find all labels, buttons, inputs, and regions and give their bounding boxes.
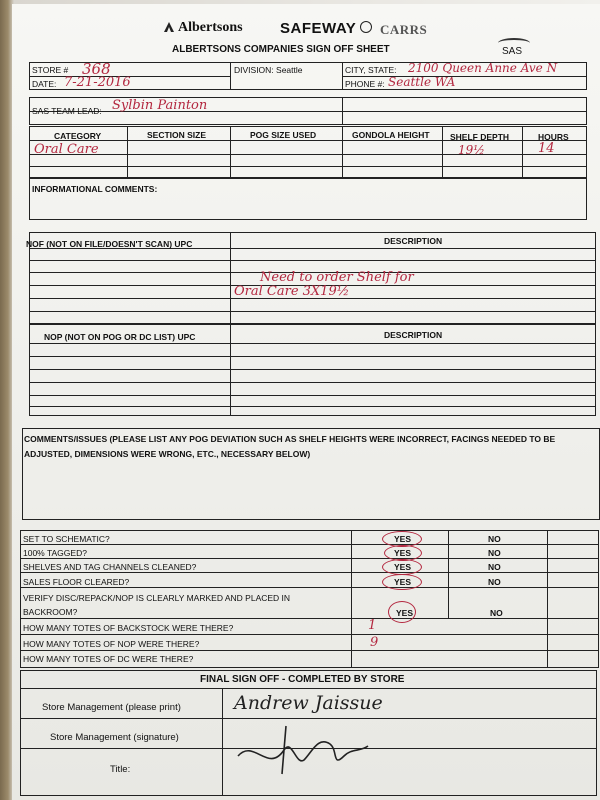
- no-option[interactable]: NO: [490, 608, 503, 618]
- store-number-label: STORE #: [32, 65, 69, 75]
- yes-circle-mark: [382, 559, 422, 575]
- nof-description-label: DESCRIPTION: [384, 236, 443, 246]
- totes-value: 9: [370, 635, 379, 650]
- city-state-value: 2100 Queen Anne Ave N: [408, 61, 558, 75]
- informational-comments-label: INFORMATIONAL COMMENTS:: [32, 184, 158, 194]
- safeway-s-icon: [360, 21, 372, 33]
- signature-scribble: [234, 716, 374, 776]
- safeway-logo-text: SAFEWAY: [280, 20, 357, 37]
- nop-description-label: DESCRIPTION: [384, 330, 443, 340]
- albertsons-logo-text: Albertsons: [178, 20, 243, 35]
- sas-logo-text: SAS: [502, 46, 523, 57]
- albertsons-logo-icon: [162, 20, 176, 34]
- title-label: Title:: [110, 764, 131, 775]
- nof-note-line2: Oral Care 3X19½: [234, 284, 350, 299]
- section-size-header: SECTION SIZE: [147, 130, 207, 140]
- yes-option[interactable]: YES: [396, 608, 414, 618]
- store-management-print-label: Store Management (please print): [42, 702, 181, 713]
- no-option[interactable]: NO: [488, 562, 501, 572]
- totes-value: 1: [368, 618, 377, 633]
- category-value: Oral Care: [34, 142, 99, 157]
- checklist-question: SALES FLOOR CLEARED?: [23, 577, 130, 587]
- no-option[interactable]: NO: [488, 534, 501, 544]
- totes-question: HOW MANY TOTES OF NOP WERE THERE?: [23, 639, 200, 649]
- comments-issues-label: COMMENTS/ISSUES (PLEASE LIST ANY POG DEVIATION SUCH AS SHELF HEIGHTS WERE INCORRECT, FACINGS NEEDED TO BE ADJUSTED, DIMENSIONS WERE WRONG, ETC., NECESSARY BELOW): [24, 434, 556, 459]
- nof-upc-label: NOF (NOT ON FILE/DOESN'T SCAN) UPC: [26, 239, 193, 249]
- city-state-label: CITY, STATE:: [345, 65, 397, 75]
- checklist-question: 100% TAGGED?: [23, 548, 87, 558]
- date-label: DATE:: [32, 79, 57, 89]
- sheet-title: ALBERTSONS COMPANIES SIGN OFF SHEET: [172, 44, 390, 55]
- shelf-depth-header: SHELF DEPTH: [450, 132, 510, 142]
- division-label: DIVISION: Seattle: [234, 65, 303, 75]
- yes-option[interactable]: YES: [394, 562, 412, 572]
- no-option[interactable]: NO: [488, 548, 501, 558]
- gondola-height-header: GONDOLA HEIGHT: [352, 130, 430, 140]
- sas-logo: [490, 38, 550, 60]
- yes-option[interactable]: YES: [394, 577, 412, 587]
- checklist-question: SET TO SCHEMATIC?: [23, 534, 110, 544]
- store-number-value: 368: [82, 60, 111, 78]
- pog-size-header: POG SIZE USED: [250, 130, 317, 140]
- yes-circle-mark: [388, 601, 416, 623]
- nof-note-line1: Need to order Shelf for: [260, 270, 414, 285]
- checklist-question: SHELVES AND TAG CHANNELS CLEANED?: [23, 562, 197, 572]
- date-value: 7-21-2016: [64, 75, 131, 90]
- shelf-depth-value: 19½: [458, 143, 485, 157]
- hours-header: HOURS: [538, 132, 569, 142]
- totes-question: HOW MANY TOTES OF DC WERE THERE?: [23, 654, 194, 664]
- team-lead-label: SAS TEAM LEAD:: [32, 106, 102, 116]
- store-management-print-value: Andrew Jaissue: [234, 692, 383, 714]
- header-logos: [162, 18, 492, 40]
- nop-upc-label: NOP (NOT ON POG OR DC LIST) UPC: [44, 332, 196, 342]
- phone-value: Seattle WA: [388, 75, 456, 89]
- checklist-question: VERIFY DISC/REPACK/NOP IS CLEARLY MARKED AND PLACED IN BACKROOM?: [23, 593, 291, 617]
- no-option[interactable]: NO: [488, 577, 501, 587]
- totes-question: HOW MANY TOTES OF BACKSTOCK WERE THERE?: [23, 623, 234, 633]
- team-lead-value: Sylbin Painton: [112, 98, 208, 113]
- final-signoff-title: FINAL SIGN OFF - COMPLETED BY STORE: [200, 674, 405, 685]
- yes-option[interactable]: YES: [394, 534, 412, 544]
- phone-label: PHONE #:: [345, 79, 385, 89]
- yes-option[interactable]: YES: [394, 548, 412, 558]
- sign-off-sheet: [12, 4, 600, 800]
- hours-value: 14: [538, 141, 555, 156]
- carrs-logo-text: CARRS: [380, 22, 428, 37]
- category-header: CATEGORY: [54, 131, 102, 141]
- yes-circle-mark: [382, 574, 422, 590]
- store-management-signature-label: Store Management (signature): [50, 732, 179, 743]
